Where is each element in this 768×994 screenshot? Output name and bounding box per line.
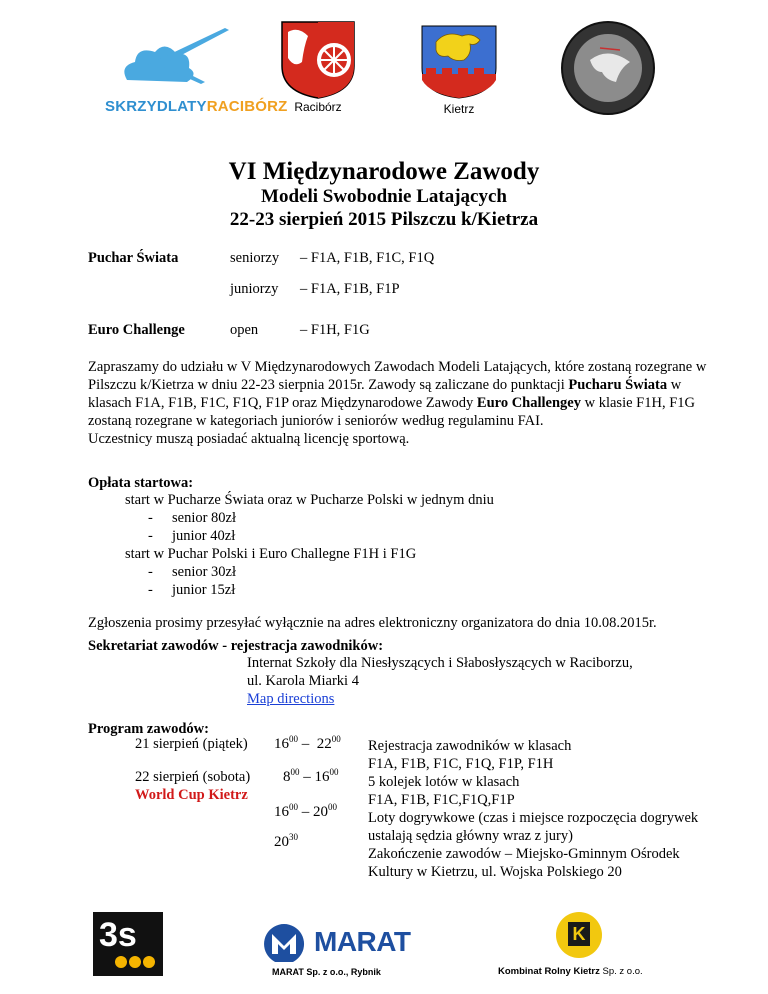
sponsor-marat-logo: [262, 922, 412, 982]
program-time1: $16^{00} - 22^{00}$: [274, 734, 341, 752]
glider-cloud-icon: [105, 22, 265, 102]
fee-dash-3: -: [148, 564, 153, 580]
program-desc1: Rejestracja zawodników w klasach: [368, 738, 572, 754]
fee-senior-2: senior 30zł: [172, 564, 237, 580]
intro-text-1: Zapraszamy do udziału w V Międzynarodowych Zawodach Modeli Latających, które zostaną rozegrane w Pilszczu k/Kietrza w dniu 22-23 sierpnia 2015r. Zawody są zaliczane do punktacji: [88, 359, 707, 393]
intro-license: Uczestnicy muszą posiadać aktualną licencję sportową.: [88, 431, 410, 447]
program-desc7: Zakończenie zawodów – Miejsko-Gminnym Ośrodek: [368, 846, 680, 862]
kombinat-emblem-icon: [556, 912, 602, 958]
eagle-badge-icon: [560, 20, 656, 116]
title-line1: VI Międzynarodowe Zawody: [228, 158, 540, 185]
program-desc3: 5 kolejek lotów w klasach: [368, 774, 520, 790]
dots-icon: [93, 912, 163, 976]
kietrz-crest: [418, 24, 500, 116]
secretariat-line2: ul. Karola Miarki 4: [247, 673, 359, 689]
sponsor-3s-logo: [93, 912, 163, 976]
map-directions-link[interactable]: Map directions: [247, 691, 335, 707]
program-worldcup: World Cup Kietrz: [135, 787, 248, 803]
class-group-1: juniorzy: [230, 281, 279, 297]
sponsor-3s-text: 3s: [99, 916, 137, 954]
secretariat-heading: Sekretariat zawodów - rejestracja zawodników:: [88, 638, 384, 654]
lion-crest-icon: [418, 24, 500, 100]
marat-caption: MARAT Sp. z o.o., Rybnik: [272, 967, 381, 977]
raciborz-crest: [278, 18, 358, 116]
fee-dash-2: -: [148, 528, 153, 544]
intro-bold-1: Pucharu Świata: [568, 377, 668, 393]
program-desc6: ustalają sędzia główny wraz z jury): [368, 828, 573, 844]
skrzydlaty-logo: [105, 22, 288, 122]
fee-line1: start w Pucharze Świata oraz w Pucharze Polski w jednym dniu: [125, 492, 494, 508]
class-group-0: seniorzy: [230, 250, 280, 266]
title-line3: 22-23 sierpień 2015 Pilszczu k/Kietrza: [229, 209, 539, 230]
logo-text-a: SKRZYDLATY: [105, 98, 207, 115]
program-time3: $16^{00} - 20^{00}$: [274, 802, 337, 820]
program-desc2: F1A, F1B, F1C, F1Q, F1P, F1H: [368, 756, 554, 772]
intro-text-2: w klasach F1A, F1B, F1C, F1Q, F1P oraz Międzynarodowe Zawody: [88, 377, 682, 411]
fee-line2: start w Puchar Polski i Euro Challegne F1H i F1G: [125, 546, 417, 562]
title-line2: Modeli Swobodnie Latających: [261, 186, 507, 207]
program-desc5: Loty dogrywkowe (czas i miejsce rozpoczęcia dogrywek: [368, 810, 699, 826]
program-desc8: Kultury w Kietrzu, ul. Wojska Polskiego 20: [368, 864, 622, 880]
fee-dash-1: -: [148, 510, 153, 526]
program-time4: $20^{30}$: [274, 832, 298, 850]
crest2-caption: Kietrz: [443, 102, 475, 116]
marat-emblem-icon: [262, 922, 306, 962]
class-label-2: Euro Challenge: [88, 322, 185, 338]
intro-paragraph: [88, 358, 708, 448]
kombinat-mark: K: [568, 922, 590, 946]
fee-junior-2: junior 15zł: [172, 582, 236, 598]
fee-senior-1: senior 80zł: [172, 510, 237, 526]
sponsor-kombinat-logo: [498, 912, 678, 982]
class-list-2: – F1H, F1G: [300, 322, 370, 338]
secretariat-line1: Internat Szkoły dla Niesłyszących i Słabosłyszących w Raciborzu,: [247, 655, 633, 671]
program-desc4: F1A, F1B, F1C,F1Q,F1P: [368, 792, 515, 808]
association-badge: [560, 20, 656, 116]
class-list-1: – F1A, F1B, F1P: [300, 281, 400, 297]
fee-dash-4: -: [148, 582, 153, 598]
program-heading: Program zawodów:: [88, 721, 209, 737]
fee-junior-1: junior 40zł: [172, 528, 236, 544]
class-label-0: Puchar Świata: [88, 250, 179, 266]
marat-wordmark: MARAT: [314, 926, 411, 957]
kombinat-caption: Kombinat Rolny Kietrz Sp. z o.o.: [498, 966, 643, 977]
program-time2: $8^{00} - 16^{00}$: [283, 767, 339, 785]
class-group-2: open: [230, 322, 259, 338]
intro-bold-2: Euro Challengey: [476, 395, 581, 411]
intro-text-3: w klasie F1H, F1G zostaną rozegrane w kategoriach juniorów i seniorów według regulaminu FAI.: [88, 395, 695, 429]
program-day1: 21 sierpień (piątek): [135, 736, 248, 752]
class-list-0: – F1A, F1B, F1C, F1Q: [300, 250, 435, 266]
program-day2: 22 sierpień (sobota): [135, 769, 251, 785]
fee-heading: Opłata startowa:: [88, 475, 194, 491]
registration-note: Zgłoszenia prosimy przesyłać wyłącznie na adres elektroniczny organizatora do dnia 10.08.2015r.: [88, 615, 657, 631]
logo-text-b: RACIBÓRZ: [206, 98, 288, 115]
eagle-wheel-crest-icon: [278, 18, 358, 100]
crest1-caption: Racibórz: [294, 100, 342, 114]
